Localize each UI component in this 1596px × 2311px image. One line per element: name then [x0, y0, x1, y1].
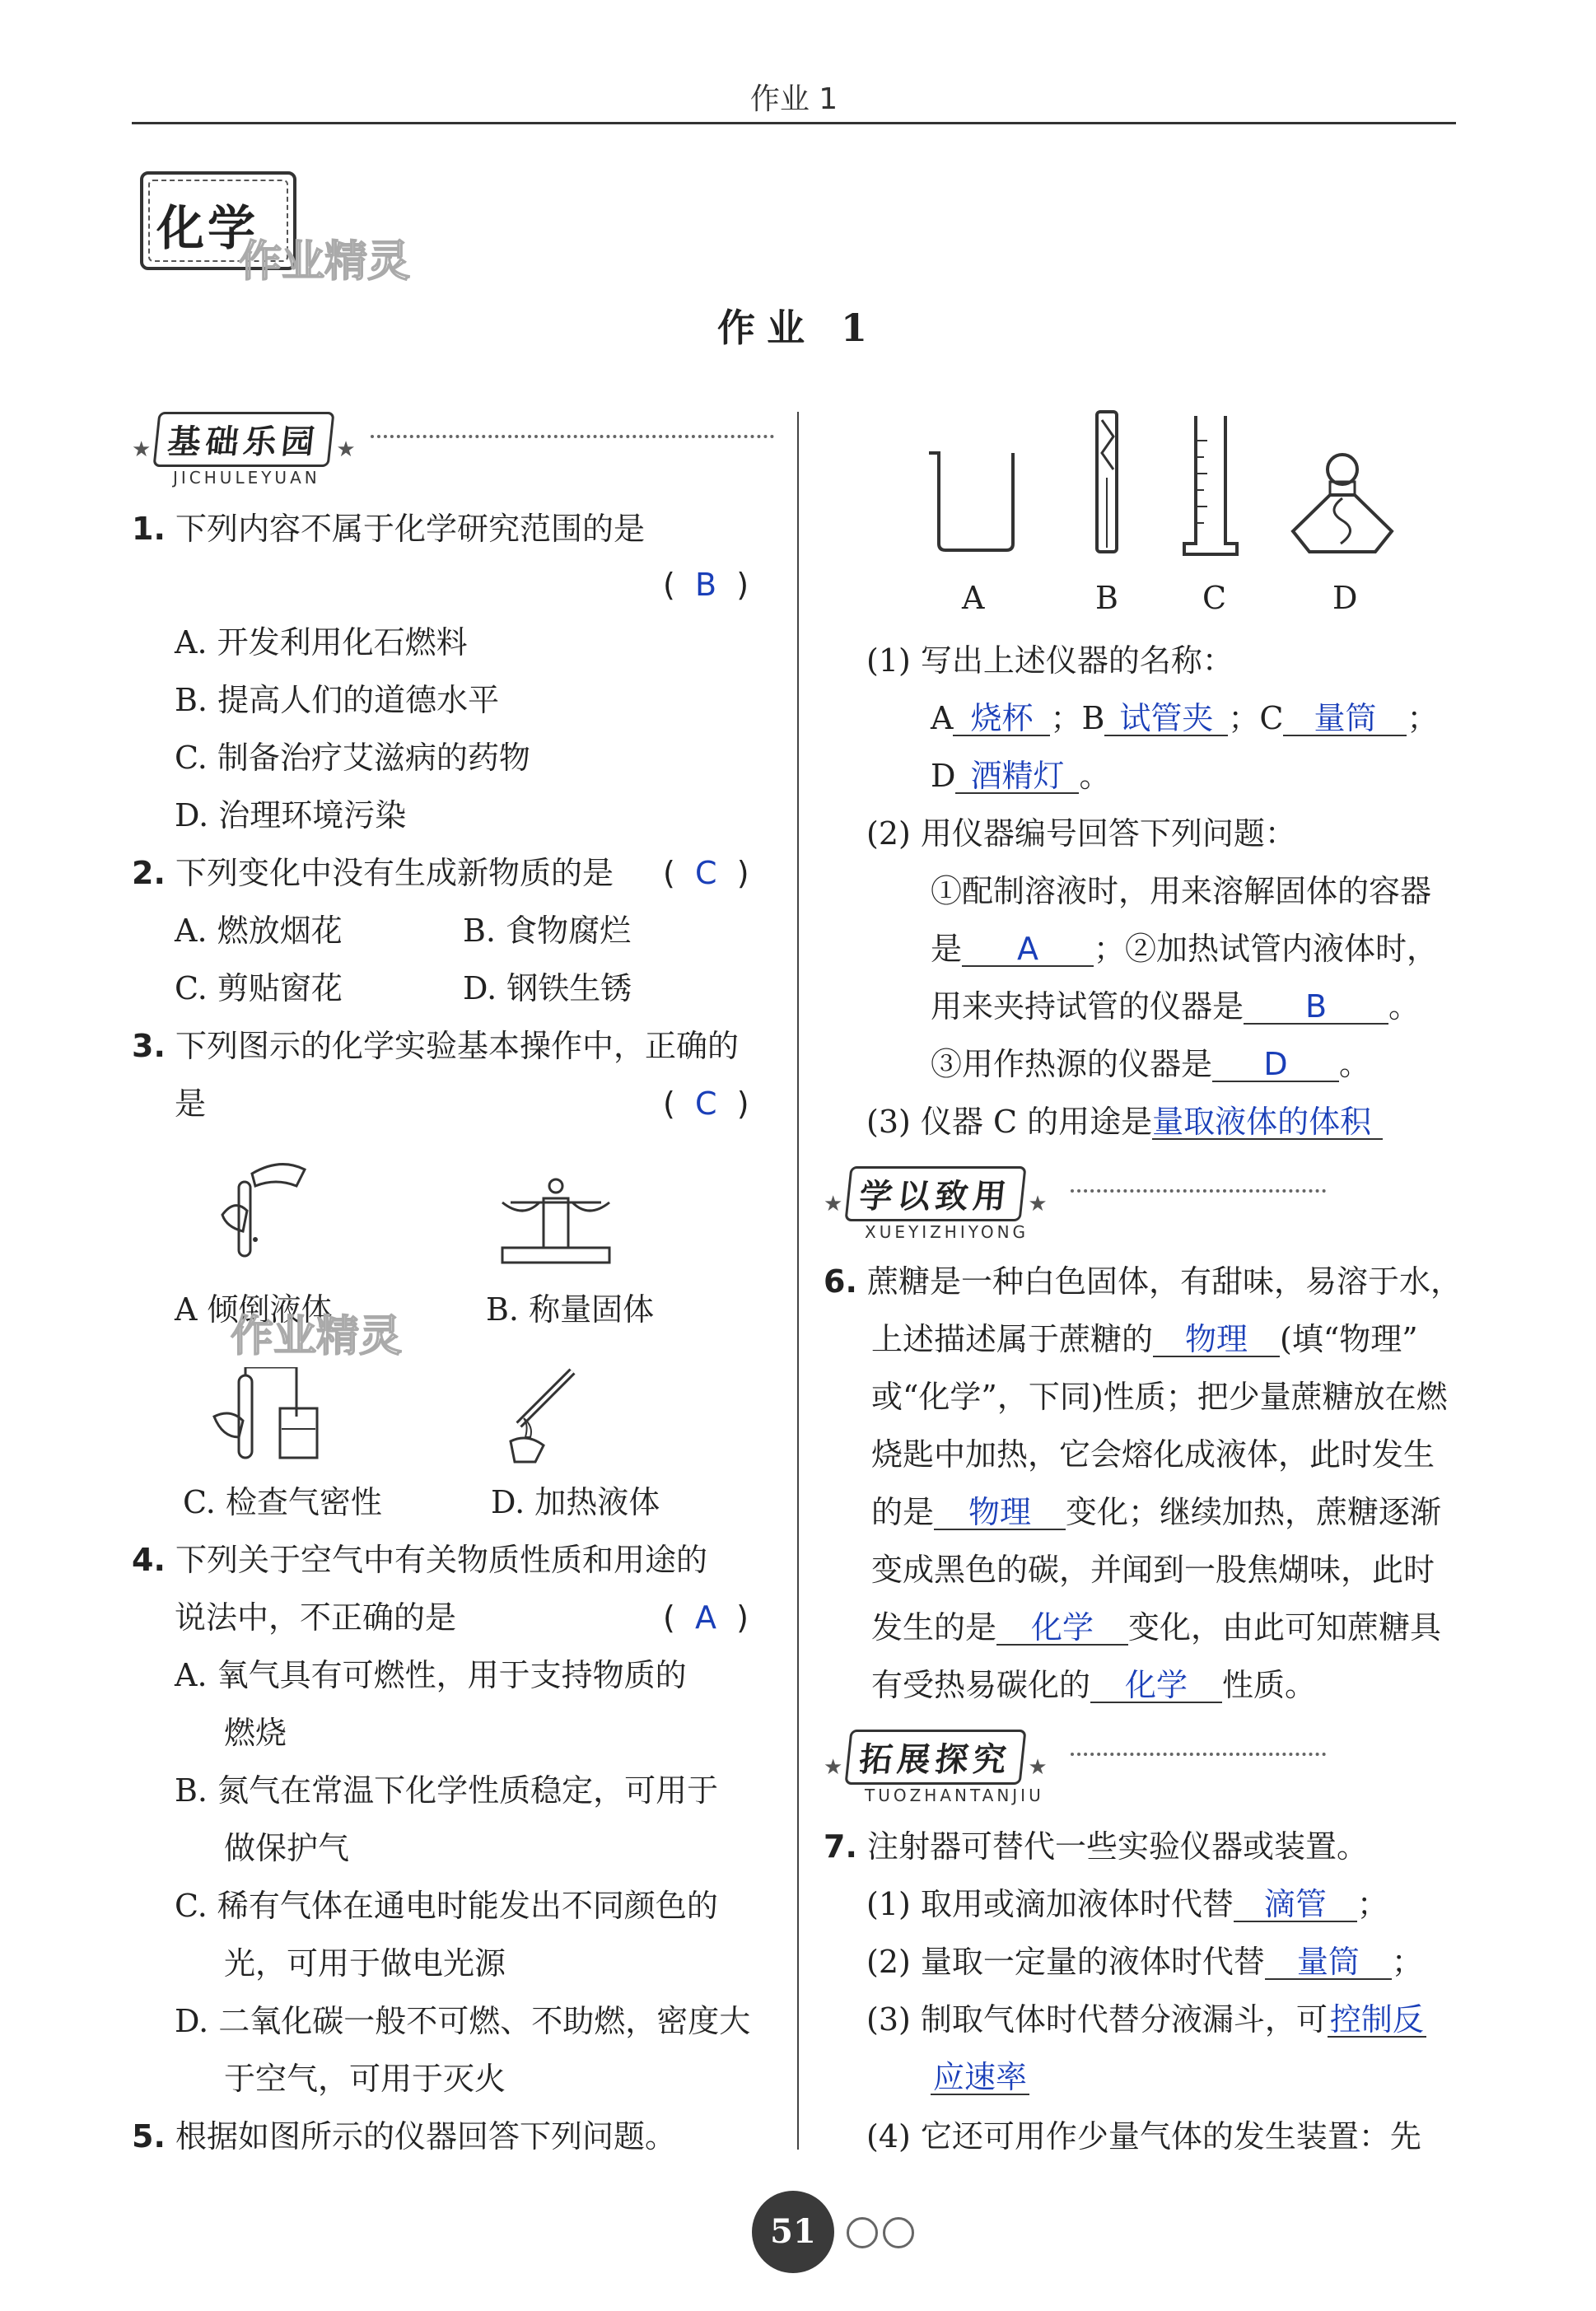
header-rule — [132, 122, 1456, 124]
section-extend-pinyin: TUOZHANTANJIU — [865, 1786, 1044, 1805]
graduated-cylinder-figure — [1178, 408, 1244, 560]
q4-stem-cont: 说法中，不正确的是 — [175, 1599, 457, 1636]
q1-answer: B — [695, 567, 717, 603]
q5-part1: (1) 写出上述仪器的名称： — [866, 642, 1234, 679]
q6-line5: 的是 物理 变化；继续加热，蔗糖逐渐 — [871, 1494, 1442, 1530]
page-ring-icon — [847, 2217, 878, 2248]
q4-option-a-cont: 燃烧 — [224, 1715, 287, 1751]
fig-label-c: C — [1202, 580, 1227, 616]
q4-answer: A — [695, 1599, 716, 1636]
section-apply-pinyin: XUEYIZHIYONG — [865, 1222, 1029, 1242]
dotted-rule — [1071, 1753, 1326, 1756]
q3-option-d: D. 加热液体 — [491, 1484, 660, 1520]
q4-option-c: C. 稀有气体在通电时能发出不同颜色的 — [175, 1888, 718, 1924]
q3-option-c: C. 检查气密性 — [183, 1484, 382, 1520]
q2-option-d: D. 钢铁生锈 — [463, 970, 632, 1006]
q6-blank-4: 化学 — [1090, 1669, 1222, 1703]
q5-clamp-blank: 试管夹 — [1104, 702, 1228, 736]
q5-use-blank: 量取液体的体积 — [1152, 1105, 1383, 1140]
q5-lamp-blank: 酒精灯 — [955, 759, 1079, 794]
dotted-rule — [1071, 1189, 1326, 1193]
balance-figure — [494, 1170, 618, 1268]
watermark-top: 作业精灵 — [239, 237, 411, 287]
q7-part2: (2) 量取一定量的液体时代替 量筒 ； — [866, 1944, 1423, 1980]
beaker-figure — [922, 404, 1029, 560]
page-number: 51 — [752, 2191, 834, 2273]
assignment-title: 作业 1 — [716, 306, 880, 350]
q4-option-a: A. 氧气具有可燃性，用于支持物质的 — [175, 1657, 687, 1693]
q6-line2: 上述描述属于蔗糖的 物理 (填“物理” — [871, 1321, 1418, 1357]
q6-blank-1: 物理 — [1153, 1323, 1280, 1357]
q5-part2: (2) 用仪器编号回答下列问题： — [866, 815, 1296, 852]
q5-part2-line2: 是 A ；②加热试管内液体时， — [931, 931, 1439, 967]
q1-option-a: A. 开发利用化石燃料 — [175, 624, 468, 661]
q3-answer: C — [695, 1085, 717, 1122]
q5-part3: (3) 仪器 C 的用途是量取液体的体积 — [866, 1102, 1383, 1141]
section-basic — [132, 412, 774, 488]
q3-answer-paren: ( C ) — [663, 1085, 749, 1122]
section-apply — [824, 1166, 1466, 1242]
q1-answer-paren: ( B ) — [663, 567, 749, 603]
q3-option-a: A 倾倒液体 — [175, 1291, 333, 1328]
q4-option-b-cont: 做保护气 — [224, 1830, 350, 1866]
q5-hold-blank: B — [1244, 990, 1388, 1025]
subject-label: 化学 — [156, 200, 259, 256]
q6-line3: 或“化学”，下同)性质；把少量蔗糖放在燃 — [871, 1379, 1448, 1415]
fig-label-a: A — [962, 580, 985, 616]
q2-option-b: B. 食物腐烂 — [463, 913, 632, 949]
q2-answer-paren: ( C ) — [663, 855, 749, 891]
column-divider — [797, 412, 799, 2150]
section-apply-label: 学以致用 — [845, 1166, 1027, 1221]
alcohol-lamp-figure — [1285, 445, 1400, 560]
fig-label-d: D — [1332, 580, 1358, 616]
q1-option-c: C. 制备治疗艾滋病的药物 — [175, 740, 530, 776]
q7-stem: 7. 注射器可替代一些实验仪器或装置。 — [824, 1828, 1368, 1865]
section-extend-label: 拓展探究 — [845, 1730, 1027, 1785]
q2-stem: 2. 下列变化中没有生成新物质的是 — [132, 855, 614, 891]
airtight-check-figure — [206, 1367, 338, 1466]
q6-line1: 6. 蔗糖是一种白色固体，有甜味，易溶于水， — [824, 1263, 1462, 1300]
watermark-middle: 作业精灵 — [231, 1312, 403, 1361]
q5-dissolve-blank: A — [962, 932, 1094, 967]
q1-option-d: D. 治理环境污染 — [175, 797, 407, 833]
q5-cylinder-blank: 量筒 — [1283, 702, 1407, 736]
fig-label-b: B — [1095, 580, 1118, 616]
q7-blank-3: 控制反 — [1328, 2003, 1426, 2038]
page-header: 作业 1 — [749, 82, 838, 116]
q6-line6: 变成黑色的碳，并闻到一股焦煳味，此时 — [871, 1552, 1435, 1588]
q5-heat-blank: D — [1212, 1048, 1339, 1082]
q7-part4: (4) 它还可用作少量气体的发生装置：先 — [866, 2118, 1421, 2155]
q7-blank-1: 滴管 — [1234, 1888, 1357, 1922]
q5-part1-d: D 酒精灯 。 — [931, 758, 1111, 794]
q3-option-b: B. 称量固体 — [486, 1291, 655, 1328]
star-icon: ★ — [1028, 1191, 1048, 1216]
q5-beaker-blank: 烧杯 — [953, 702, 1050, 736]
q6-blank-3: 化学 — [996, 1611, 1128, 1646]
star-icon: ★ — [824, 1754, 843, 1780]
q5-part2-line4: ③用作热源的仪器是 D 。 — [931, 1046, 1371, 1082]
star-icon: ★ — [336, 437, 356, 462]
q5-part2-line3: 用来夹持试管的仪器是 B 。 — [931, 988, 1421, 1025]
star-icon: ★ — [824, 1191, 843, 1216]
q7-part3-cont — [931, 2057, 1029, 2097]
q4-option-b: B. 氮气在常温下化学性质稳定，可用于 — [175, 1772, 719, 1809]
q6-blank-2: 物理 — [934, 1496, 1066, 1530]
q1-stem: 1. 下列内容不属于化学研究范围的是 — [132, 511, 645, 547]
q2-answer: C — [695, 855, 717, 891]
q2-option-a: A. 燃放烟花 — [175, 913, 343, 949]
q7-blank-2: 量筒 — [1265, 1945, 1392, 1980]
q7-part3: (3) 制取气体时代替分液漏斗，可控制反 — [866, 2000, 1426, 2039]
page-ring-icon — [883, 2217, 914, 2248]
q4-answer-paren: ( A ) — [663, 1599, 749, 1636]
q5-part1-answers: A 烧杯 ；B 试管夹 ；C 量筒 ； — [931, 700, 1439, 736]
q1-option-b: B. 提高人们的道德水平 — [175, 682, 500, 718]
q4-stem: 4. 下列关于空气中有关物质性质和用途的 — [132, 1542, 707, 1578]
star-icon: ★ — [1028, 1754, 1048, 1780]
test-tube-clamp-figure — [1079, 404, 1136, 560]
section-basic-label: 基础乐园 — [153, 412, 335, 467]
section-basic-pinyin: JICHULEYUAN — [173, 468, 320, 488]
q4-option-d-cont: 于空气，可用于灭火 — [224, 2061, 506, 2097]
pour-liquid-figure — [206, 1149, 329, 1272]
q2-option-c: C. 剪贴窗花 — [175, 970, 343, 1006]
q7-part1: (1) 取用或滴加液体时代替 滴管 ； — [866, 1886, 1388, 1922]
star-icon: ★ — [132, 437, 152, 462]
q4-option-c-cont: 光，可用于做电光源 — [224, 1945, 506, 1982]
heat-liquid-figure — [494, 1359, 593, 1466]
section-extend — [824, 1730, 1466, 1805]
q5-part2-line1: ①配制溶液时，用来溶解固体的容器 — [931, 873, 1432, 909]
q6-line8: 有受热易碳化的 化学 性质。 — [871, 1667, 1317, 1703]
q6-line4: 烧匙中加热，它会熔化成液体，此时发生 — [871, 1436, 1435, 1473]
q7-blank-3-cont: 应速率 — [931, 2061, 1029, 2095]
q6-line7: 发生的是 化学 变化，由此可知蔗糖具 — [871, 1609, 1442, 1646]
q4-option-d: D. 二氧化碳一般不可燃、不助燃，密度大 — [175, 2003, 751, 2039]
q3-stem-cont: 是 — [175, 1085, 207, 1122]
dotted-rule — [371, 435, 774, 438]
q3-stem: 3. 下列图示的化学实验基本操作中，正确的 — [132, 1028, 739, 1064]
q5-stem: 5. 根据如图所示的仪器回答下列问题。 — [132, 2118, 676, 2155]
